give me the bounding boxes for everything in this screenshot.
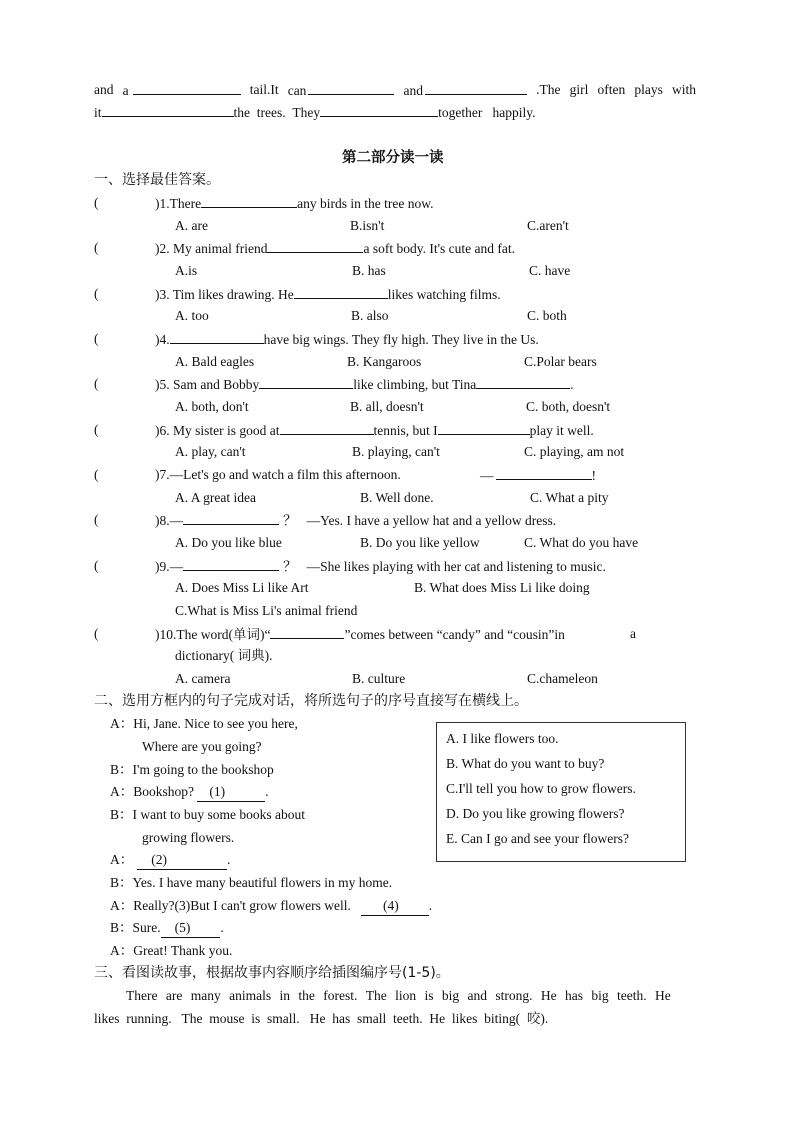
box-option-b: B. What do you want to buy? (446, 756, 605, 771)
word: big (441, 988, 460, 1003)
question-7-answer (480, 466, 596, 485)
answer-blank[interactable] (170, 330, 264, 344)
question-text: have big wings. They fly high. They live in the Us. (263, 332, 539, 347)
answer-paren[interactable]: ( (94, 467, 99, 482)
option-c: C.aren't (527, 218, 569, 233)
word: the (233, 105, 251, 120)
question-text: — (480, 468, 494, 483)
question-3-stem (155, 285, 501, 304)
answer-blank-2[interactable] (137, 851, 227, 870)
question-4 (94, 330, 99, 348)
dialogue-text: Yes. I have many beautiful flowers in my home. (132, 875, 393, 890)
word: .The (536, 82, 561, 97)
answer-blank[interactable] (294, 285, 388, 299)
question-7-stem (155, 466, 401, 484)
dialogue-line-8 (110, 874, 392, 892)
option-c: C.Polar bears (524, 354, 597, 369)
question-mark: ？ (283, 513, 297, 528)
word: happily. (492, 105, 536, 120)
dialogue-line-4: A：Bookshop? (1) . (110, 783, 269, 802)
answer-blank-4[interactable] (361, 897, 429, 916)
dialogue-line-7: A： (2) . (110, 851, 230, 870)
answer-blank[interactable] (183, 557, 279, 571)
speaker: A： (110, 898, 134, 913)
answer-paren[interactable]: ( (94, 195, 99, 210)
option-a: A. camera (175, 671, 231, 686)
story-paragraph-line-2: likes running. The mouse is small. He has small teeth. He likes biting( 咬). (94, 1011, 549, 1026)
option-c: C. both, doesn't (526, 399, 611, 414)
top-line-1 (94, 81, 696, 100)
speaker: B： (110, 920, 133, 935)
answer-blank-1[interactable] (197, 783, 265, 802)
dialogue-line-9: A：Really?(3)But I can't grow flowers well. (4) . (110, 897, 432, 916)
word: it (94, 105, 102, 120)
word: are (165, 988, 183, 1003)
answer-blank[interactable] (133, 81, 241, 95)
option-b: B. has (352, 263, 386, 278)
option-a: A. Does Miss Li like Art (175, 580, 309, 595)
question-1 (94, 194, 99, 212)
word-group (404, 81, 528, 100)
speaker: A： (110, 852, 134, 867)
box-option-a: A. I like flowers too. (446, 731, 559, 746)
option-c: C. playing, am not (524, 444, 625, 459)
question-text: —Yes. I have a yellow hat and a yellow dress. (306, 513, 557, 528)
option-a: A.is (175, 263, 198, 278)
question-10-stem-line2: dictionary( 词典). (175, 648, 273, 663)
answer-blank[interactable] (259, 375, 353, 389)
section-3-heading: 三、看图读故事，根据故事内容顺序给插图编序号(1-5)。 (94, 965, 450, 981)
blank-number: (2) (151, 852, 167, 867)
top-line-2 (94, 103, 535, 122)
answer-blank[interactable] (183, 511, 279, 525)
word: There (126, 988, 158, 1003)
word: He (655, 988, 671, 1003)
speaker: A： (110, 716, 134, 731)
question-text: )1.There (155, 196, 202, 211)
part-title: 第二部分读一读 (342, 150, 444, 166)
answer-paren[interactable]: ( (94, 422, 99, 437)
answer-blank[interactable] (438, 421, 530, 435)
question-9-stem (155, 557, 606, 576)
speaker: B： (110, 875, 133, 890)
word: with (671, 82, 696, 97)
section-1-heading: 一、选择最佳答案。 (94, 172, 220, 188)
question-7 (94, 466, 99, 484)
option-b: B. culture (352, 671, 406, 686)
word: lion (395, 988, 417, 1003)
dialogue-line-3 (110, 761, 274, 779)
question-text: )10.The word(单词)“ (155, 627, 271, 642)
answer-blank[interactable] (280, 421, 374, 435)
option-b: B. What does Miss Li like doing (414, 580, 590, 595)
question-1-stem (155, 194, 433, 213)
blank-number: (1) (209, 784, 226, 799)
dialogue-line-5 (110, 806, 305, 824)
option-c: C. What a pity (530, 490, 609, 505)
option-c: C.chameleon (527, 671, 598, 686)
question-text: )9.— (155, 559, 184, 574)
question-text: )6. My sister is good at (155, 423, 280, 438)
word-group (123, 81, 241, 100)
option-b: B. Do you like yellow (360, 535, 480, 550)
dialogue-line-11 (110, 942, 232, 960)
box-option-c: C.I'll tell you how to grow flowers. (446, 781, 636, 796)
dialogue-text: I'm going to the bookshop (132, 762, 274, 777)
speaker: A： (110, 784, 134, 799)
word: teeth. (617, 988, 647, 1003)
option-a: A. Do you like blue (175, 535, 282, 550)
option-c: C.What is Miss Li's animal friend (175, 603, 358, 618)
question-6 (94, 421, 99, 439)
answer-blank[interactable] (308, 81, 394, 95)
question-2-stem (155, 239, 515, 258)
answer-paren[interactable]: ( (94, 376, 99, 391)
word: and (403, 83, 424, 98)
speaker: B： (110, 807, 133, 822)
dialogue-line-1 (110, 715, 298, 733)
answer-blank[interactable] (102, 103, 234, 117)
question-text: . (570, 377, 574, 392)
story-paragraph-line-1 (126, 987, 671, 1005)
word: forest. (323, 988, 358, 1003)
answer-paren[interactable]: ( (94, 331, 99, 346)
word-group (250, 81, 279, 100)
question-mark: ？ (283, 559, 297, 574)
question-2 (94, 239, 99, 257)
word: animals (229, 988, 272, 1003)
option-b: B. playing, can't (352, 444, 440, 459)
word: is (424, 988, 434, 1003)
word: and (94, 82, 114, 97)
section-2-heading: 二、选用方框内的句子完成对话，将所选句子的序号直接写在横线上。 (94, 693, 528, 709)
word: together (438, 105, 483, 120)
word: in (279, 988, 290, 1003)
answer-blank[interactable] (425, 81, 527, 95)
dialogue-text: Really?(3)But I can't grow flowers well. (133, 898, 351, 913)
question-text: play it well. (529, 423, 594, 438)
dialogue-line-6 (142, 829, 234, 847)
word: big (591, 988, 609, 1003)
dialogue-text: Where are you going? (142, 739, 262, 754)
question-text: )7.—Let's go and watch a film this afternoon. (155, 467, 401, 482)
answer-blank[interactable] (496, 466, 592, 480)
option-a: A. too (175, 308, 209, 323)
question-6-stem (155, 421, 594, 440)
word: tail.It (249, 82, 279, 97)
answer-paren[interactable]: ( (94, 512, 99, 527)
question-10 (94, 625, 99, 643)
word: and (467, 988, 488, 1003)
word-group (288, 81, 395, 100)
box-option-d: D. Do you like growing flowers? (446, 806, 625, 821)
dialogue-text: growing flowers. (142, 830, 235, 845)
option-c: C. have (529, 263, 571, 278)
option-c: C. both (527, 308, 567, 323)
option-b: B. Well done. (360, 490, 434, 505)
dialogue-text: Sure. (132, 920, 161, 935)
word: He (540, 988, 557, 1003)
question-3 (94, 285, 99, 303)
question-text: a soft body. It's cute and fat. (363, 241, 515, 256)
word: the (298, 988, 315, 1003)
option-c: C. What do you have (524, 535, 639, 550)
word: many (190, 988, 221, 1003)
answer-blank[interactable] (267, 239, 363, 253)
question-9 (94, 557, 99, 575)
box-option-e: E. Can I go and see your flowers? (446, 831, 629, 846)
speaker: A： (110, 943, 134, 958)
question-text: ! (591, 468, 596, 483)
dialogue-text: Great! Thank you. (133, 943, 233, 958)
question-text: )2. My animal friend (155, 241, 268, 256)
word: plays (634, 82, 663, 97)
sentence-options-box (436, 722, 686, 862)
question-text: ”comes between “candy” and “cousin”in (344, 627, 565, 642)
question-text: likes watching films. (387, 287, 501, 302)
question-text: )8.— (155, 513, 184, 528)
word: a (122, 83, 129, 98)
question-text: )5. Sam and Bobby (155, 377, 260, 392)
word: can (287, 83, 307, 98)
answer-blank[interactable] (270, 625, 344, 639)
question-4-stem (155, 330, 539, 349)
answer-paren[interactable]: ( (94, 286, 99, 301)
question-text: —She likes playing with her cat and listening to music. (306, 559, 606, 574)
question-text: like climbing, but Tina (353, 377, 477, 392)
question-text: )3. Tim likes drawing. He (155, 287, 294, 302)
question-10-stem-end: a (630, 626, 636, 641)
question-8 (94, 511, 99, 529)
dialogue-text: Hi, Jane. Nice to see you here, (133, 716, 298, 731)
dialogue-line-2 (142, 738, 262, 756)
option-a: A. A great idea (175, 490, 256, 505)
question-5-stem (155, 375, 574, 394)
word: They (292, 105, 321, 120)
answer-paren[interactable]: ( (94, 240, 99, 255)
question-10-stem (155, 625, 565, 644)
option-b: B. Kangaroos (347, 354, 422, 369)
option-a: A. are (175, 218, 208, 233)
question-text: )4. (155, 332, 170, 347)
question-5 (94, 375, 99, 393)
word: trees. (256, 105, 286, 120)
dialogue-text: I want to buy some books about (132, 807, 305, 822)
option-a: A. both, don't (175, 399, 249, 414)
word: girl (569, 82, 589, 97)
answer-blank[interactable] (476, 375, 570, 389)
option-a: A. play, can't (175, 444, 246, 459)
answer-blank[interactable] (201, 194, 297, 208)
question-text: any birds in the tree now. (297, 196, 434, 211)
answer-paren[interactable]: ( (94, 558, 99, 573)
word: often (597, 82, 626, 97)
option-b: B. also (351, 308, 389, 323)
blank-number: (5) (174, 920, 191, 935)
blank-number: (4) (383, 898, 399, 913)
question-8-stem (155, 511, 556, 530)
option-b: B.isn't (350, 218, 385, 233)
speaker: B： (110, 762, 133, 777)
dialogue-line-10: B：Sure. (5) . (110, 919, 224, 938)
word: strong. (495, 988, 533, 1003)
dialogue-text: Bookshop? (133, 784, 194, 799)
question-text: tennis, but I (373, 423, 438, 438)
option-b: B. all, doesn't (350, 399, 424, 414)
answer-paren[interactable]: ( (94, 626, 99, 641)
word: has (565, 988, 584, 1003)
answer-blank[interactable] (320, 103, 438, 117)
option-a: A. Bald eagles (175, 354, 255, 369)
word: The (365, 988, 387, 1003)
answer-blank-5[interactable] (161, 919, 221, 938)
